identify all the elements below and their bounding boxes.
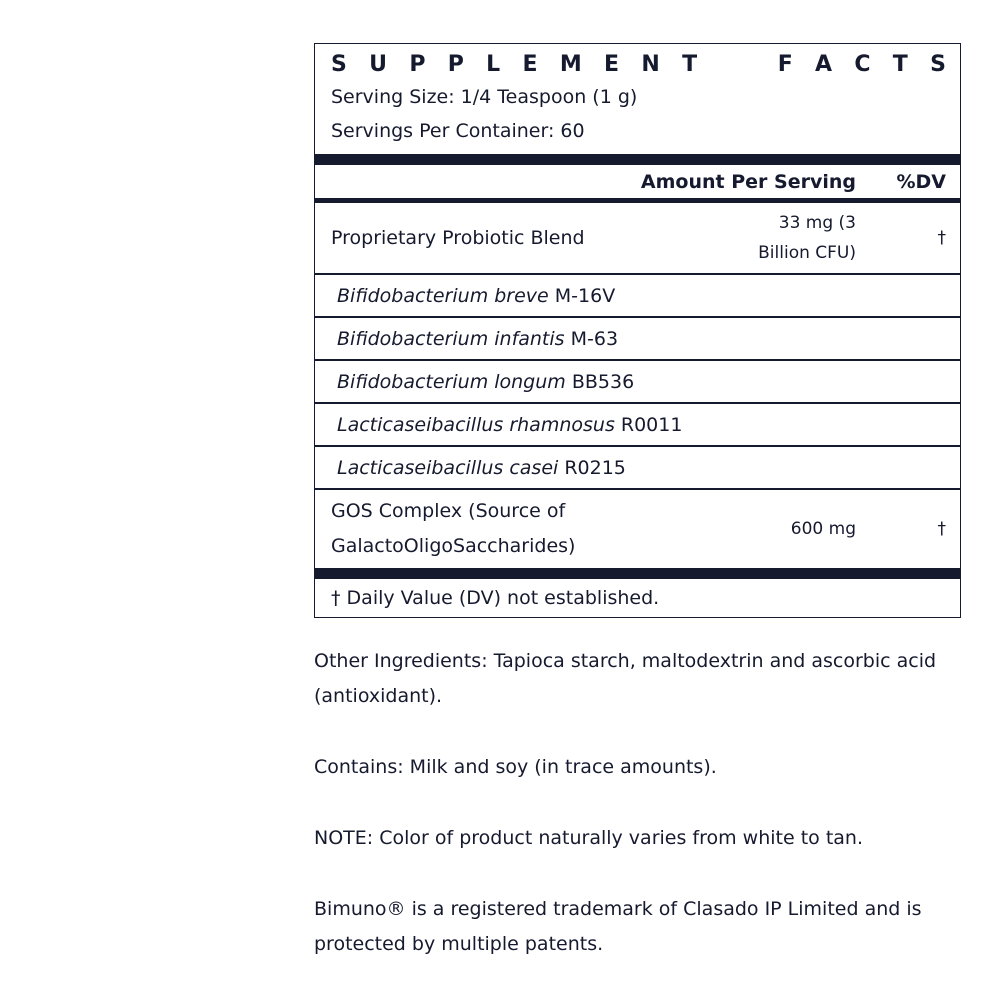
strain-code: M-16V: [548, 284, 616, 307]
column-header-row: [315, 165, 960, 203]
title-letter: S: [331, 52, 347, 77]
allergen-statement: Contains: Milk and soy (in trace amounts).: [314, 756, 717, 778]
title-gap: [719, 50, 755, 80]
strain-name: [337, 285, 946, 307]
title-letter: S: [930, 52, 946, 77]
strain-species: Lacticaseibacillus rhamnosus: [337, 413, 615, 436]
strain-species: Bifidobacterium infantis: [337, 327, 565, 350]
gos-name: [331, 494, 626, 564]
supplement-facts-panel: [314, 43, 961, 618]
strain-row: [315, 359, 960, 402]
title-letter: P: [447, 52, 464, 77]
title-letter: A: [815, 52, 833, 77]
title-letter: T: [682, 52, 698, 77]
strain-name: [337, 457, 946, 479]
title-letter: N: [641, 52, 660, 77]
strain-name: [337, 371, 946, 393]
title-letter: P: [409, 52, 426, 77]
blend-dv: †: [937, 228, 946, 248]
blend-amount-line1: 33 mg (3: [778, 213, 856, 233]
dv-footnote: † Daily Value (DV) not established.: [331, 587, 660, 609]
gos-dv: †: [937, 519, 946, 539]
strain-species: Bifidobacterium breve: [337, 284, 549, 307]
strain-code: BB536: [565, 370, 635, 393]
title-letter: F: [777, 52, 793, 77]
title-letter: L: [486, 52, 501, 77]
facts-title: [331, 50, 946, 80]
title-letter: T: [892, 52, 908, 77]
strain-species: Lacticaseibacillus casei: [337, 456, 559, 479]
title-letter: E: [522, 52, 538, 77]
blend-amount-line2: Billion CFU): [758, 243, 856, 263]
strain-species: Bifidobacterium longum: [337, 370, 566, 393]
strain-code: M-63: [564, 327, 619, 350]
strain-row: [315, 445, 960, 488]
gos-row: [315, 488, 960, 568]
title-letter: C: [854, 52, 871, 77]
strain-code: R0215: [558, 456, 626, 479]
strain-row: [315, 273, 960, 316]
servings-per-container: Servings Per Container: 60: [331, 120, 585, 142]
strain-row: [315, 402, 960, 445]
thick-divider: [315, 154, 960, 165]
title-letter: U: [369, 52, 388, 77]
strain-name: [337, 414, 946, 436]
strain-name: [337, 328, 946, 350]
blend-amount: [626, 208, 856, 268]
strain-row: [315, 316, 960, 359]
thick-divider: [315, 568, 960, 579]
header-dv: %DV: [896, 170, 946, 193]
strain-code: R0011: [614, 413, 683, 436]
other-ingredients: Other Ingredients: Tapioca starch, maltodextrin and ascorbic acid (antioxidant).: [314, 650, 937, 707]
product-notes: [314, 644, 954, 998]
gos-name-line2: GalactoOligoSaccharides): [331, 535, 576, 557]
header-amount: Amount Per Serving: [640, 170, 856, 193]
serving-size: Serving Size: 1/4 Teaspoon (1 g): [331, 86, 638, 108]
title-letter: E: [604, 52, 620, 77]
facts-header: [315, 44, 960, 154]
gos-name-line1: GOS Complex (Source of: [331, 500, 566, 522]
blend-name: Proprietary Probiotic Blend: [331, 227, 585, 249]
blend-row: [315, 203, 960, 273]
gos-amount: 600 mg: [790, 519, 856, 539]
title-letter: M: [559, 52, 582, 77]
trademark-note: Bimuno® is a registered trademark of Clasado IP Limited and is protected by multiple patents.: [314, 898, 922, 955]
color-note: NOTE: Color of product naturally varies from white to tan.: [314, 827, 863, 849]
